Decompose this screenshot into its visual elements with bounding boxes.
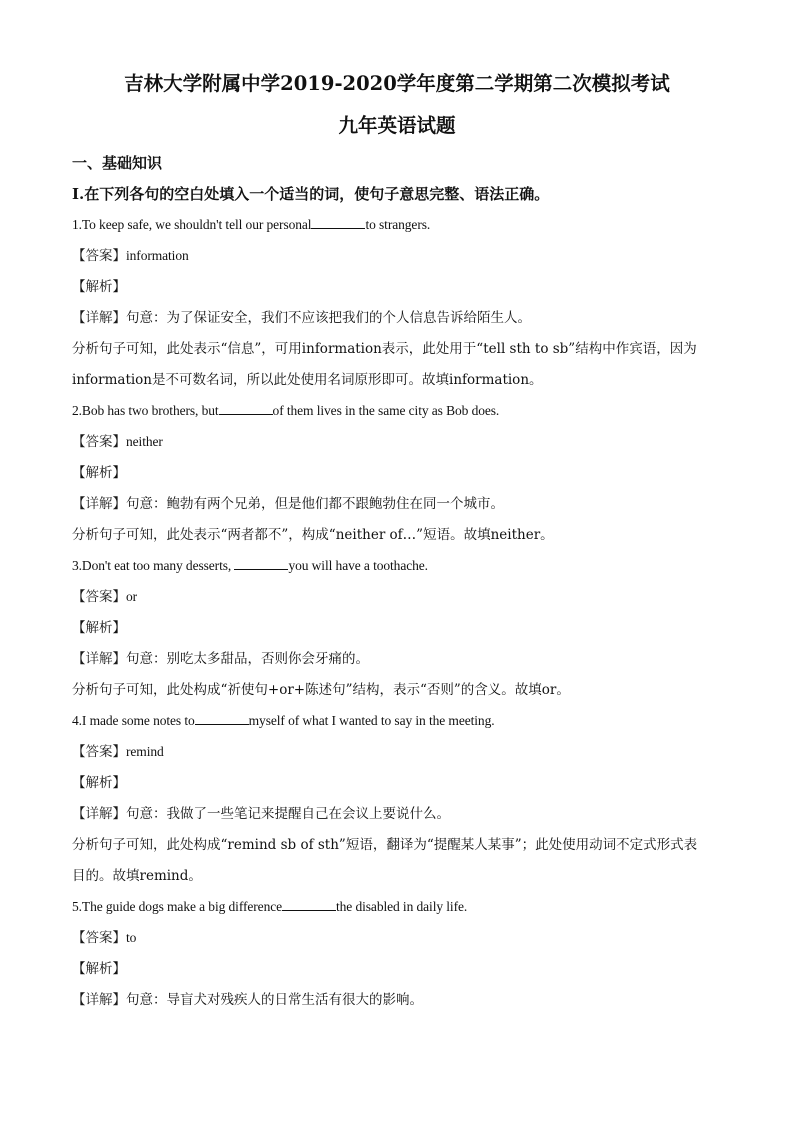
detail-row-4 [72,804,722,824]
question-2-before: 2.Bob has two brothers, but [72,403,219,418]
detail-text-5: 句意：导盲犬对残疾人的日常生活有很大的影响。 [126,992,423,1008]
answer-label: 【答案】 [72,589,126,605]
question-5 [72,897,722,917]
page-title: 吉林大学附属中学2019-2020学年度第二学期第二次模拟考试 [124,72,670,95]
page-subtitle: 九年英语试题 [338,114,456,137]
section-heading: 一、基础知识 [72,154,163,172]
question-5-before: 5.The guide dogs make a big difference [72,899,282,914]
answer-blank [234,556,288,570]
answer-label: 【答案】 [72,744,126,760]
detail-label: 【详解】 [72,992,126,1008]
answer-row-4 [72,742,722,762]
detail-text-2: 句意：鲍勃有两个兄弟，但是他们都不跟鲍勃住在同一个城市。 [126,496,504,512]
answer-blank [195,711,249,725]
answer-blank [311,215,365,229]
detail-row-5 [72,990,722,1010]
analysis-label: 【解析】 [72,775,126,791]
answer-value-2: neither [126,434,163,449]
question-3-before: 3.Don't eat too many desserts, [72,558,232,573]
question-1 [72,215,722,235]
answer-value-5: to [126,930,137,945]
answer-row-2 [72,432,722,452]
question-1-before: 1.To keep safe, we shouldn't tell our personal [72,217,312,232]
section-instruction: I.在下列各句的空白处填入一个适当的词，使句子意思完整、语法正确。 [72,185,550,203]
question-3 [72,556,722,576]
question-4-after: myself of what I wanted to say in the meeting. [248,713,495,728]
detail-text-1: 句意：为了保证安全，我们不应该把我们的个人信息告诉给陌生人。 [126,310,531,326]
answer-row-3 [72,587,722,607]
question-2 [72,401,722,421]
analysis-label: 【解析】 [72,961,126,977]
analysis-text-4a: 分析句子可知，此处构成“remind sb of sth”短语，翻译为“提醒某人某事”；此处使用动词不定式形式表 [72,837,698,853]
answer-value-1: information [126,248,189,263]
question-5-after: the disabled in daily life. [336,899,468,914]
question-2-after: of them lives in the same city as Bob does. [272,403,500,418]
answer-value-4: remind [126,744,164,759]
question-3-after: you will have a toothache. [288,558,428,573]
analysis-text-4b: 目的。故填remind。 [72,868,202,884]
detail-row-2 [72,494,722,514]
detail-label: 【详解】 [72,496,126,512]
question-4 [72,711,722,731]
answer-row-5 [72,928,722,948]
answer-value-3: or [126,589,138,604]
detail-label: 【详解】 [72,651,126,667]
analysis-label: 【解析】 [72,465,126,481]
answer-blank [219,401,273,415]
answer-row-1 [72,246,722,266]
analysis-text-2: 分析句子可知，此处表示“两者都不”，构成“neither of…”短语。故填neither。 [72,527,554,543]
answer-label: 【答案】 [72,930,126,946]
detail-label: 【详解】 [72,806,126,822]
analysis-text-3: 分析句子可知，此处构成“祈使句+or+陈述句”结构，表示“否则”的含义。故填or。 [72,682,570,698]
analysis-label: 【解析】 [72,620,126,636]
answer-blank [282,897,336,911]
detail-row-1 [72,308,722,328]
detail-label: 【详解】 [72,310,126,326]
question-4-before: 4.I made some notes to [72,713,195,728]
analysis-text-1b: information是不可数名词，所以此处使用名词原形即可。故填information。 [72,372,543,388]
answer-label: 【答案】 [72,248,126,264]
analysis-label: 【解析】 [72,279,126,295]
detail-row-3 [72,649,722,669]
detail-text-3: 句意：别吃太多甜品，否则你会牙痛的。 [126,651,369,667]
answer-label: 【答案】 [72,434,126,450]
detail-text-4: 句意：我做了一些笔记来提醒自己在会议上要说什么。 [126,806,450,822]
analysis-text-1a: 分析句子可知，此处表示“信息”，可用information表示，此处用于“tell sth to sb”结构中作宾语，因为 [72,341,697,357]
question-1-after: to strangers. [365,217,431,232]
